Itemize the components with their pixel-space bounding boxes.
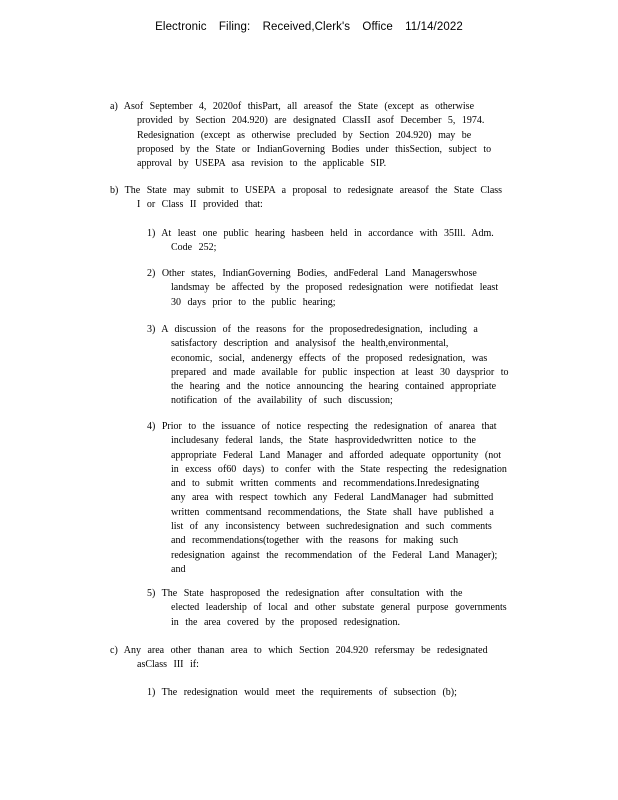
paragraph-line: satisfactory description and analysisof the health,environmental, bbox=[171, 338, 449, 350]
paragraph-line: 2) Other states, IndianGoverning Bodies, andFederal Land Managerswhose bbox=[147, 268, 477, 279]
paragraph-line: Code 252; bbox=[171, 242, 217, 254]
paragraph-b1 bbox=[147, 227, 494, 256]
paragraph-line: 4) Prior to the issuance of notice respecting the redesignation of anarea that bbox=[147, 421, 497, 432]
paragraph-b4 bbox=[147, 420, 507, 577]
paragraph-b3 bbox=[147, 323, 509, 409]
paragraph-line: the hearing and the notice announcing the hearing contained appropriate bbox=[171, 381, 497, 393]
filing-stamp-header: Electronic Filing: Received,Clerk's Office 11/14/2022 bbox=[155, 21, 463, 33]
paragraph-c1 bbox=[147, 686, 457, 700]
paragraph-line: asClass III if: bbox=[137, 659, 199, 671]
paragraph-line: economic, social, andenergy effects of the proposed redesignation, was bbox=[171, 352, 488, 364]
paragraph-c bbox=[110, 644, 488, 673]
paragraph-line: notification of the availability of such discussion; bbox=[171, 395, 393, 407]
paragraph-line: 5) The State hasproposed the redesignation after consultation with the bbox=[147, 588, 463, 599]
paragraph-line: c) Any area other thanan area to which Section 204.920 refersmay be redesignated bbox=[110, 645, 488, 656]
paragraph-line: in the area covered by the proposed redesignation. bbox=[171, 616, 401, 628]
paragraph-line: and bbox=[171, 563, 186, 575]
paragraph-line: includesany federal lands, the State hasprovidedwritten notice to the bbox=[171, 435, 476, 447]
paragraph-line: and recommendations(together with the reasons for making such bbox=[171, 535, 459, 547]
paragraph-line: any area with respect towhich any Federal LandManager had submitted bbox=[171, 492, 494, 504]
paragraph-b2 bbox=[147, 267, 498, 310]
paragraph-line: elected leadership of local and other substate general purpose governments bbox=[171, 602, 507, 614]
paragraph-line: and to submit written comments and recommendations.Inredesignating bbox=[171, 478, 480, 490]
paragraph-b bbox=[110, 184, 502, 213]
paragraph-b5 bbox=[147, 587, 507, 630]
paragraph-line: appropriate Federal Land Manager and afforded adequate opportunity (not bbox=[171, 449, 502, 461]
paragraph-line: proposed by the State or IndianGoverning Bodies under thisSection, subject to bbox=[137, 143, 492, 155]
paragraph-line: 1) The redesignation would meet the requirements of subsection (b); bbox=[147, 687, 457, 698]
paragraph-line: 30 days prior to the public hearing; bbox=[171, 296, 336, 308]
paragraph-line: provided by Section 204.920) are designated ClassII asof December 5, 1974. bbox=[137, 115, 485, 127]
paragraph-line: I or Class II provided that: bbox=[137, 199, 263, 211]
paragraph-line: 1) At least one public hearing hasbeen held in accordance with 35Ill. Adm. bbox=[147, 228, 494, 239]
paragraph-a bbox=[110, 100, 491, 171]
paragraph-line: redesignation against the recommendation of the Federal Land Manager); bbox=[171, 549, 498, 561]
paragraph-line: b) The State may submit to USEPA a proposal to redesignate areasof the State Class bbox=[110, 185, 503, 196]
paragraph-line: a) Asof September 4, 2020of thisPart, all areasof the State (except as otherwise bbox=[110, 101, 475, 112]
paragraph-line: Redesignation (except as otherwise precluded by Section 204.920) may be bbox=[137, 129, 472, 141]
paragraph-line: landsmay be affected by the proposed redesignation were notifiedat least bbox=[171, 282, 499, 294]
paragraph-line: in excess of60 days) to confer with the State respecting the redesignation bbox=[171, 463, 507, 475]
paragraph-line: prepared and made available for public inspection at least 30 daysprior to bbox=[171, 366, 509, 378]
paragraph-line: approval by USEPA asa revision to the applicable SIP. bbox=[137, 158, 387, 170]
paragraph-line: written commentsand recommendations, the State shall have published a bbox=[171, 506, 494, 518]
paragraph-line: list of any inconsistency between suchredesignation and such comments bbox=[171, 521, 492, 533]
paragraph-line: 3) A discussion of the reasons for the proposedredesignation, including a bbox=[147, 324, 478, 335]
